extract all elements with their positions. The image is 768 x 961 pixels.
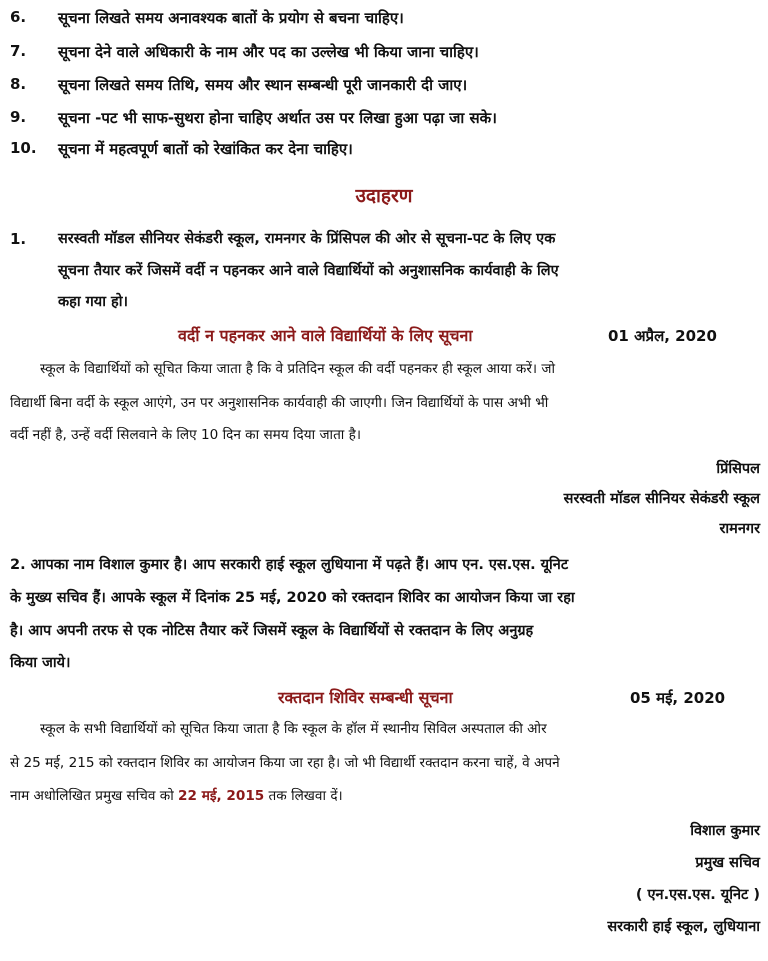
notice2-body-line: स्कूल के सभी विद्यार्थियों को सूचित किया जाता है कि स्कूल के हॉल में स्थानीय सिविल अस्पताल की ओर (40, 721, 547, 737)
notice2-date: 05 मई, 2020 (630, 689, 726, 707)
notice1-title: वर्दी न पहनकर आने वाले विद्यार्थियों के लिए सूचना (178, 326, 473, 345)
section-heading: उदाहरण (355, 185, 413, 207)
example-number: 1. (10, 230, 27, 248)
example1-question-line: सूचना तैयार करें जिसमें वर्दी न पहनकर आने वाले विद्यार्थियों को अनुशासनिक कार्यवाही के लिए (58, 263, 559, 279)
notice2-body-line: से 25 मई, 215 को रक्तदान शिविर का आयोजन किया जा रहा है। जो भी विद्यार्थी रक्तदान करना चाहें, वे अपने (10, 755, 560, 771)
example2-question-line: के मुख्य सचिव हैं। आपके स्कूल में दिनांक 25 मई, 2020 को रक्तदान शिविर का आयोजन किया जा रहा (10, 590, 575, 606)
example1-question-line: कहा गया हो। (58, 294, 128, 310)
notice2-deadline-date: 22 मई, 2015 (178, 788, 265, 804)
guideline-number: 7. (10, 42, 27, 60)
guideline-text: सूचना -पट भी साफ-सुथरा होना चाहिए अर्थात उस पर लिखा हुआ पढ़ा जा सके। (58, 109, 497, 127)
example2-question-line: 2. आपका नाम विशाल कुमार है। आप सरकारी हाई स्कूल लुधियाना में पढ़ते हैं। आप एन. एस.एस. यूनिट (10, 557, 569, 573)
example2-question-line: किया जाये। (10, 655, 71, 671)
guideline-number: 6. (10, 8, 27, 26)
notice2-signature-line: ( एन.एस.एस. यूनिट ) (635, 887, 760, 903)
notice1-body-line: स्कूल के विद्यार्थियों को सूचित किया जाता है कि वे प्रतिदिन स्कूल की वर्दी पहनकर ही स्कूल आया करें। जो (40, 361, 556, 377)
guideline-text: सूचना देने वाले अधिकारी के नाम और पद का उल्लेख भी किया जाना चाहिए। (58, 43, 479, 61)
guideline-text: सूचना लिखते समय अनावश्यक बातों के प्रयोग से बचना चाहिए। (58, 9, 404, 27)
notice2-title: रक्तदान शिविर सम्बन्धी सूचना (278, 688, 453, 707)
guideline-text: सूचना लिखते समय तिथि, समय और स्थान सम्बन्धी पूरी जानकारी दी जाए। (58, 76, 468, 94)
notice1-body-line: वर्दी नहीं है, उन्हें वर्दी सिलवाने के लिए 10 दिन का समय दिया जाता है। (10, 427, 362, 443)
notice1-signature-line: प्रिंसिपल (716, 461, 760, 477)
guideline-number: 10. (10, 139, 37, 157)
notice1-signature-line: रामनगर (719, 521, 760, 537)
notice1-body-line: विद्यार्थी बिना वर्दी के स्कूल आएंगे, उन पर अनुशासनिक कार्यवाही की जाएगी। जिन विद्यार्थियों के पास अभी भी (10, 395, 549, 411)
notice2-signature-line: प्रमुख सचिव (695, 855, 760, 871)
notice1-signature-line: सरस्वती मॉडल सीनियर सेकंडरी स्कूल (563, 491, 760, 507)
notice1-date: 01 अप्रैल, 2020 (608, 327, 717, 345)
example1-question-line: सरस्वती मॉडल सीनियर सेकंडरी स्कूल, रामनगर के प्रिंसिपल की ओर से सूचना-पट के लिए एक (58, 231, 556, 247)
guideline-number: 9. (10, 108, 27, 126)
notice2-signature-line: सरकारी हाई स्कूल, लुधियाना (607, 919, 760, 935)
notice2-body-line (10, 785, 343, 804)
notice2-signature-line: विशाल कुमार (690, 823, 760, 839)
notice2-body-text: तक लिखवा दें। (264, 788, 343, 804)
guideline-number: 8. (10, 75, 27, 93)
notice2-body-text: नाम अधोलिखित प्रमुख सचिव को (10, 788, 179, 804)
example2-question-line: है। आप अपनी तरफ से एक नोटिस तैयार करें जिसमें स्कूल के विद्यार्थियों से रक्तदान के लिए अनुग्रह (10, 623, 534, 639)
guideline-text: सूचना में महत्वपूर्ण बातों को रेखांकित कर देना चाहिए। (58, 140, 353, 158)
